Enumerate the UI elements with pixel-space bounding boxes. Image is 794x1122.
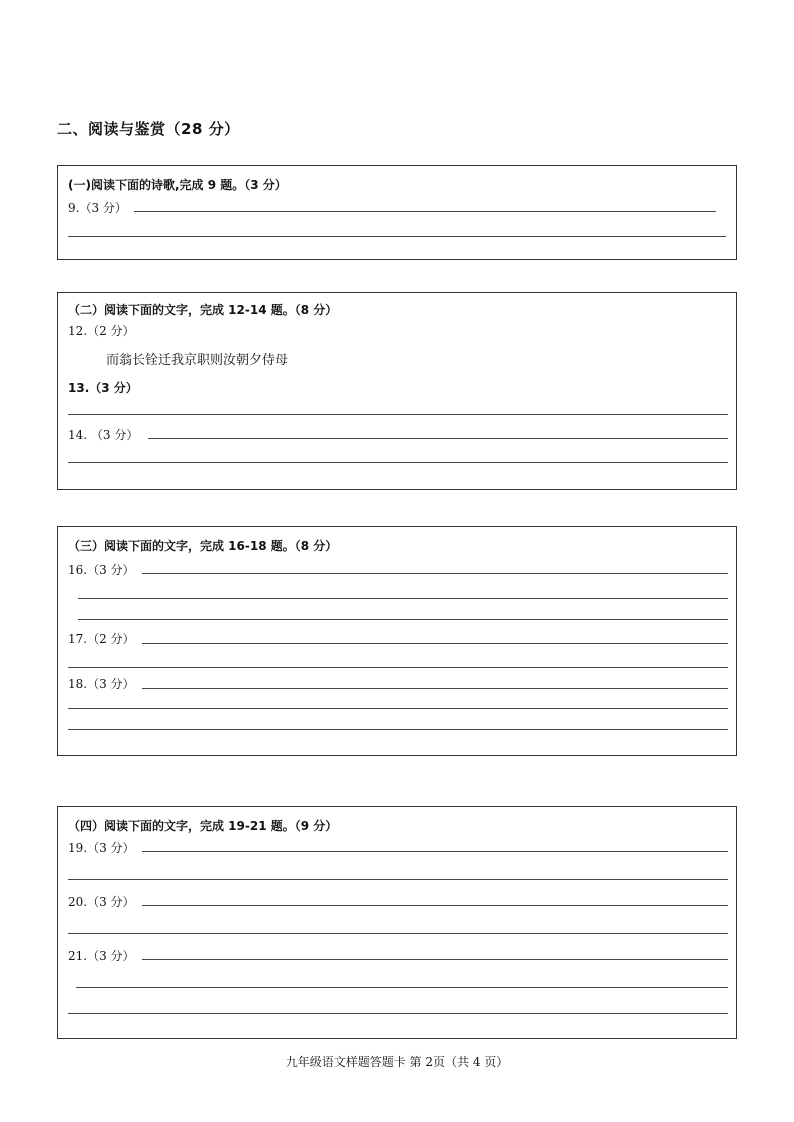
q18-answer-line-1[interactable] (142, 688, 728, 689)
section-title: 二、阅读与鉴赏（28 分） (57, 120, 240, 138)
answer-box-part1 (57, 165, 737, 260)
q16-answer-line-3[interactable] (78, 619, 728, 620)
q14-label: 14. （3 分） (68, 428, 139, 442)
q16-answer-line-2[interactable] (78, 598, 728, 599)
q18-answer-line-2[interactable] (68, 708, 728, 709)
part3-title: （三）阅读下面的文字，完成 16-18 题。（8 分） (68, 539, 338, 553)
q18-label: 18.（3 分） (68, 677, 135, 691)
q18-answer-line-3[interactable] (68, 729, 728, 730)
q9-label: 9.（3 分） (68, 201, 127, 215)
q14-answer-line-1[interactable] (148, 438, 728, 439)
q17-label: 17.（2 分） (68, 632, 135, 646)
answer-box-part4 (57, 806, 737, 1039)
q19-answer-line-1[interactable] (142, 851, 728, 852)
q12-passage: 而翁长铨迁我京职则汝朝夕侍母 (106, 353, 289, 368)
q19-label: 19.（3 分） (68, 841, 135, 855)
q13-label: 13.（3 分） (68, 381, 138, 395)
q17-answer-line-1[interactable] (142, 643, 728, 644)
q9-answer-line-1[interactable] (134, 211, 716, 212)
answer-box-part2 (57, 292, 737, 490)
q12-label: 12.（2 分） (68, 324, 135, 338)
page-footer: 九年级语文样题答题卡 第 2页（共 4 页） (285, 1055, 509, 1069)
q17-answer-line-2[interactable] (68, 667, 728, 668)
q20-label: 20.（3 分） (68, 895, 135, 909)
q20-answer-line-1[interactable] (142, 905, 728, 906)
q9-answer-line-2[interactable] (68, 236, 726, 237)
q19-answer-line-2[interactable] (68, 879, 728, 880)
q20-answer-line-2[interactable] (68, 933, 728, 934)
q16-answer-line-1[interactable] (142, 573, 728, 574)
answer-box-part3 (57, 526, 737, 756)
q21-label: 21.（3 分） (68, 949, 135, 963)
q21-answer-line-3[interactable] (68, 1013, 728, 1014)
q13-answer-line-1[interactable] (68, 414, 728, 415)
q21-answer-line-2[interactable] (76, 987, 728, 988)
part2-title: （二）阅读下面的文字，完成 12-14 题。（8 分） (68, 303, 338, 317)
part4-title: （四）阅读下面的文字，完成 19-21 题。（9 分） (68, 819, 338, 833)
q21-answer-line-1[interactable] (142, 959, 728, 960)
q14-answer-line-2[interactable] (68, 462, 728, 463)
q16-label: 16.（3 分） (68, 563, 135, 577)
part1-title: (一)阅读下面的诗歌,完成 9 题。（3 分） (68, 178, 287, 192)
